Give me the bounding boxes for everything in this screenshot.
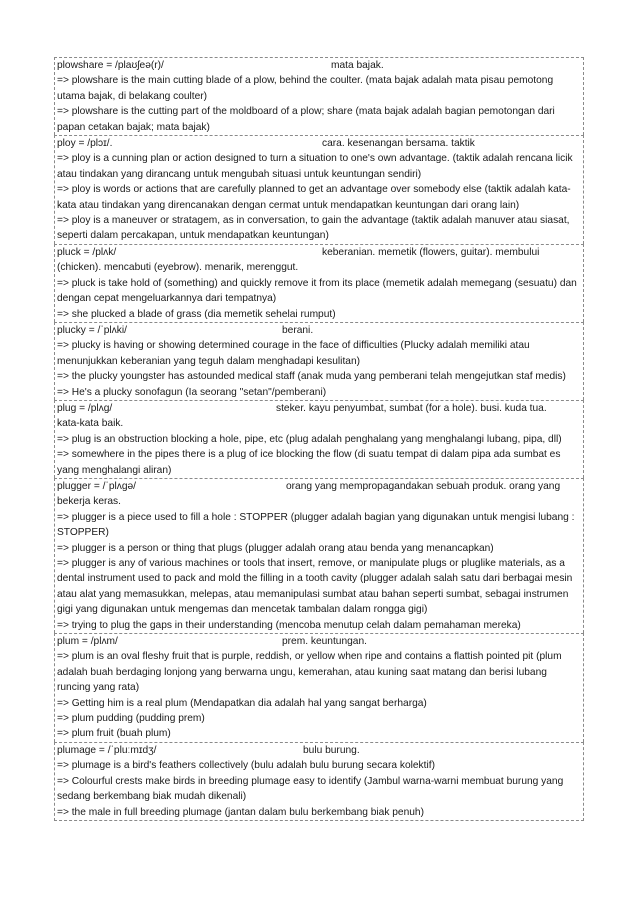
entry-headline <box>57 401 581 416</box>
entry-line: => pluck is take hold of (something) and quickly remove it from its place (memetik adalah memegang (sesuatu) dan dengan cepat mengeluarkannya dari tempatnya) <box>57 277 577 305</box>
entry-meaning: keberanian. memetik (flowers, guitar). membului <box>322 246 540 258</box>
entry-headword: plumage = /ˈpluːmɪdʒ/ <box>57 744 157 756</box>
entry-line: => she plucked a blade of grass (dia memetik sehelai rumput) <box>57 308 336 320</box>
entry-line: => Getting him is a real plum (Mendapatkan dia adalah hal yang sangat berharga) <box>57 697 427 709</box>
entry-line: => plugger is a piece used to fill a hole : STOPPER (plugger adalah bagian yang digunakan untuk mengisi lubang : STOPPER) <box>57 511 575 539</box>
entry-line: => somewhere in the pipes there is a plug of ice blocking the flow (di suatu tempat di dalam pipa ada sumbat es yang menghalangi aliran) <box>57 449 561 476</box>
entry-meaning: prem. keuntungan. <box>282 636 367 648</box>
entry-line: => plugger is any of various machines or tools that insert, remove, or manipulate plugs or pluglike materials, as a dental instrument used to pack and mold the filling in a tooth cavity (plugger adalah salah satu dari berbagai mesin atau alat yang memasukkan, melepas, atau memanipulasi sumbat atau bahan seperti sumbat, sebagai instrumen gigi yang digunakan untuk mengemas dan mencetak tambalan dalam rongga gigi) <box>57 558 573 616</box>
entry-headline <box>57 743 581 758</box>
entry-headline <box>57 634 581 649</box>
entry-headline <box>57 58 581 73</box>
entry-line: => plug is an obstruction blocking a hole, pipe, etc (plug adalah penghalang yang menghalangi lubang, pipa, dll) <box>57 433 562 445</box>
entry-line: => ploy is a maneuver or stratagem, as in conversation, to gain the advantage (taktik adalah manuver atau siasat, seperti dalam percakapan, untuk mendapatkan keuntungan) <box>57 215 570 242</box>
entry-line: => Colourful crests make birds in breeding plumage easy to identify (Jambul warna-warni membuat burung yang sedang berkembang biak mudah dikenali) <box>57 775 564 803</box>
entry-headword: ploy = /plɔɪ/. <box>57 138 113 150</box>
entry-headline <box>57 323 581 338</box>
entry-meaning: orang yang mempropagandakan sebuah produk. orang yang <box>286 480 561 492</box>
entry-headline <box>57 245 581 260</box>
entry-headword: plowshare = /plaʊʃeə(r)/ <box>57 60 164 71</box>
entry-line: kata-kata baik. <box>57 418 124 430</box>
entry-headword: plucky = /ˈplʌki/ <box>57 324 127 336</box>
entry-line: => the plucky youngster has astounded medical staff (anak muda yang pemberani telah mengejutkan staf medis) <box>57 371 566 383</box>
entry-meaning: bulu burung. <box>303 744 360 756</box>
entry-line: => plum pudding (pudding prem) <box>57 713 205 725</box>
entry-meaning: berani. <box>282 324 314 336</box>
entry-line: => ploy is a cunning plan or action designed to turn a situation to one's own advantage. (taktik adalah rencana licik atau tindakan yang dirancang untuk mengubah situasi untuk keuntungan sendiri) <box>57 153 573 180</box>
dictionary-document <box>54 57 584 821</box>
entry-line: => the male in full breeding plumage (jantan dalam bulu berkembang biak penuh) <box>57 806 424 818</box>
entry-line: (chicken). mencabuti (eyebrow). menarik, merenggut. <box>57 262 299 274</box>
entry-headword: plum = /plʌm/ <box>57 636 118 648</box>
entry-headline <box>57 479 581 494</box>
entry-line: => plowshare is the main cutting blade of a plow, behind the coulter. (mata bajak adalah mata pisau pemotong utama bajak, di belakang coulter) <box>57 75 554 102</box>
entry-line: => trying to plug the gaps in their understanding (mencoba menutup celah dalam pemahaman mereka) <box>57 619 521 631</box>
dictionary-entry <box>54 742 584 821</box>
dictionary-entry <box>54 400 584 478</box>
dictionary-entry <box>54 322 584 400</box>
entry-line: bekerja keras. <box>57 496 121 508</box>
entry-line: => ploy is words or actions that are carefully planned to get an advantage over somebody else (taktik adalah kata-kata atau tindakan yang direncanakan dengan cermat untuk mendapatkan keuntungan dari orang lain) <box>57 184 571 211</box>
entry-line: => plum fruit (buah plum) <box>57 728 171 740</box>
entry-line: => plumage is a bird's feathers collectively (bulu adalah bulu burung secara kolektif) <box>57 760 435 772</box>
dictionary-entry <box>54 57 584 135</box>
entry-line: => He's a plucky sonofagun (Ia seorang "setan"/pemberani) <box>57 386 327 398</box>
dictionary-entry <box>54 244 584 322</box>
entry-headword: plugger = /ˈplʌgə/ <box>57 480 137 492</box>
entry-headline <box>57 136 581 151</box>
entry-meaning: steker. kayu penyumbat, sumbat (for a hole). busi. kuda tua. <box>276 402 547 414</box>
dictionary-entry <box>54 633 584 742</box>
dictionary-entry <box>54 478 584 633</box>
entry-headword: pluck = /plʌk/ <box>57 246 117 258</box>
entry-headword: plug = /plʌg/ <box>57 402 113 414</box>
dictionary-entry <box>54 135 584 244</box>
entry-meaning: mata bajak. <box>331 60 384 71</box>
entry-line: => plowshare is the cutting part of the moldboard of a plow; share (mata bajak adalah bagian pemotongan dari papan cetakan bajak; mata bajak) <box>57 106 555 133</box>
entry-line: => plum is an oval fleshy fruit that is purple, reddish, or yellow when ripe and contains a flattish pointed pit (plum adalah buah berdaging lonjong yang berwarna ungu, kemerahan, atau kuning saat matang dan berisi lubang runcing yang rata) <box>57 651 562 694</box>
entry-line: => plugger is a person or thing that plugs (plugger adalah orang atau benda yang menancapkan) <box>57 542 494 554</box>
entry-line: => plucky is having or showing determined courage in the face of difficulties (Plucky adalah memiliki atau menunjukkan keberanian yang teguh dalam menghadapi kesulitan) <box>57 340 530 367</box>
entry-meaning: cara. kesenangan bersama. taktik <box>322 138 475 150</box>
